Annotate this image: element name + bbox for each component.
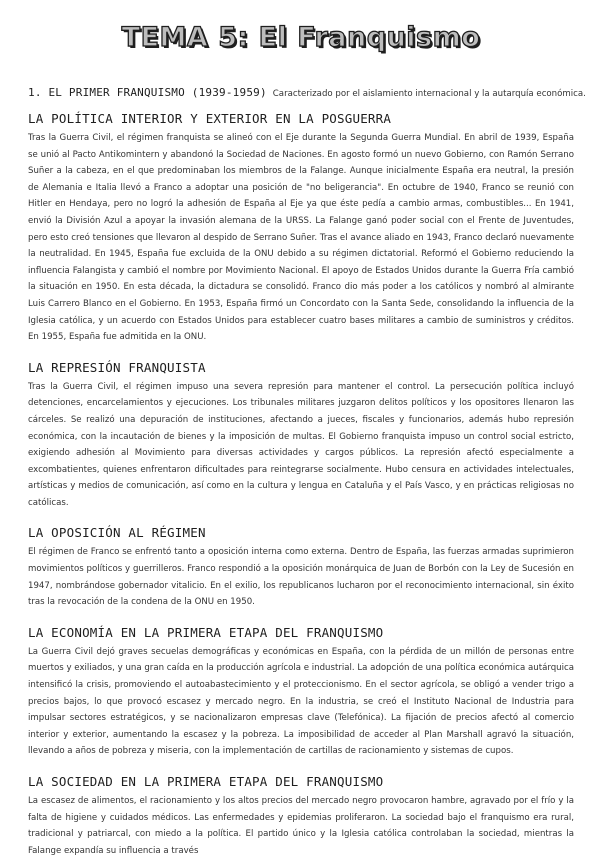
section-politica-interior-exterior [28, 111, 574, 346]
section-sociedad [28, 774, 574, 859]
section-body: La Guerra Civil dejó graves secuelas demográficas y económicas en España, con la pérdida de un millón de personas entre muertos y exiliados, y una gran caída en la producción agrícola e industrial. La adopción de una política económica autárquica intensificó la crisis, promoviendo el autoabastecimiento y el proteccionismo. En el sector agrícola, se obligó a vender trigo a precios bajos, lo que provocó escasez y mercado negro. En la industria, se creó el Instituto Nacional de Industria para impulsar sectores estratégicos, y se nacionalizaron empresas clave (Telefónica). La fijación de precios afectó al comercio interior y exterior, aumentando la escasez y la pobreza. La imposibilidad de acceder al Plan Marshall agravó la situación, llevando a años de pobreza y miseria, con la implementación de cartillas de racionamiento y sistemas de cupos. [28, 646, 574, 757]
section-heading: LA REPRESIÓN FRANQUISTA [28, 359, 206, 375]
section-body: Tras la Guerra Civil, el régimen impuso una severa represión para mantener el control. La persecución política incluyó detenciones, encarcelamientos y ejecuciones. Los tribunales militares juzgaron delitos políticos y los opositores llenaron las cárceles. Se realizó una depuración de instituciones, afectando a jueces, fiscales y funcionarios, además hubo represión económica, con la incautación de bienes y la imposición de multas. El Gobierno franquista impuso un control social estricto, exigiendo adhesión al Movimiento para diversas actividades y cargos públicos. La represión afectó especialmente a excombatientes, quienes enfrentaron dificultades para reintegrarse socialmente. Hubo censura en actividades intelectuales, artísticas y medios de comunicación, así como en la cultura y lengua en Cataluña y el País Vasco, y en prácticas religiosas no católicas. [28, 381, 574, 508]
section-represion [28, 360, 574, 512]
section-body: Tras la Guerra Civil, el régimen franquista se alineó con el Eje durante la Segunda Guerra Mundial. En abril de 1939, España se unió al Pacto Antikomintern y abandonó la Sociedad de Naciones. En agosto formó un nuevo Gobierno, con Ramón Serrano Suñer a la cabeza, en el que predominaban los miembros de la Falange. Aunque inicialmente España era neutral, la presión de Alemania e Italia llevó a Franco a adoptar una posición de "no beligerancia". En octubre de 1940, Franco se reunió con Hitler en Hendaya, pero no logró la adhesión de España al Eje ya que éste pedía a cambio armas, combustibles... En 1941, envió la División Azul a apoyar la invasión alemana de la URSS. La Falange ganó poder social con el Frente de Juventudes, pero esto creó tensiones que llevaron al despido de Serrano Suñer. Tras el avance aliado en 1943, Franco declaró nuevamente la neutralidad. En 1945, España fue excluida de la ONU debido a su régimen dictatorial. Reformó el Gobierno reduciendo la influencia Falangista y cambió el nombre por Movimiento Nacional. El apoyo de Estados Unidos durante la Guerra Fría cambió la situación en 1950. En esta década, la dictadura se consolidó. Franco dio más poder a los católicos y nombró al almirante Luis Carrero Blanco en el Gobierno. En 1953, España firmó un Concordato con la Santa Sede, consolidando la influencia de la Iglesia católica, y un acuerdo con Estados Unidos para establecer cuatro bases militares a cambio de suministros y créditos. En 1955, España fue admitida en la ONU. [28, 133, 574, 343]
section-economia [28, 625, 574, 760]
intro-line [28, 86, 586, 99]
document-title: TEMA 5: El Franquismo [121, 22, 481, 53]
intro-description: Caracterizado por el aislamiento internacional y la autarquía económica. [272, 89, 586, 99]
section-heading: LA ECONOMÍA EN LA PRIMERA ETAPA DEL FRANQUISMO [28, 624, 384, 640]
section-heading: LA OPOSICIÓN AL RÉGIMEN [28, 525, 206, 541]
section-heading: LA SOCIEDAD EN LA PRIMERA ETAPA DEL FRANQUISMO [28, 774, 384, 789]
section-heading: LA POLÍTICA INTERIOR Y EXTERIOR EN LA POSGUERRA [28, 111, 392, 126]
section-oposicion [28, 525, 574, 610]
section-body: El régimen de Franco se enfrentó tanto a oposición interna como externa. Dentro de España, las fuerzas armadas suprimieron movimientos políticos y guerrilleros. Franco respondió a la oposición monárquica de Juan de Borbón con la Ley de Sucesión en 1947, nombrándose gobernador vitalicio. En el exilio, los republicanos lucharon por el reconocimiento internacional, sin éxito tras la revocación de la condena de la ONU en 1950. [28, 547, 574, 608]
section-body: La escasez de alimentos, el racionamiento y los altos precios del mercado negro provocaron hambre, agravado por el frío y la falta de higiene y cuidados médicos. Las enfermedades y epidemias proliferaron. La sociedad bajo el franquismo era rural, tradicional y patriarcal, con miedo a la política. El partido único y la Iglesia católica controlaban la sociedad, mientras la Falange expandía su influencia a través [28, 796, 574, 856]
intro-heading: 1. EL PRIMER FRANQUISMO (1939-1959) [28, 86, 267, 99]
